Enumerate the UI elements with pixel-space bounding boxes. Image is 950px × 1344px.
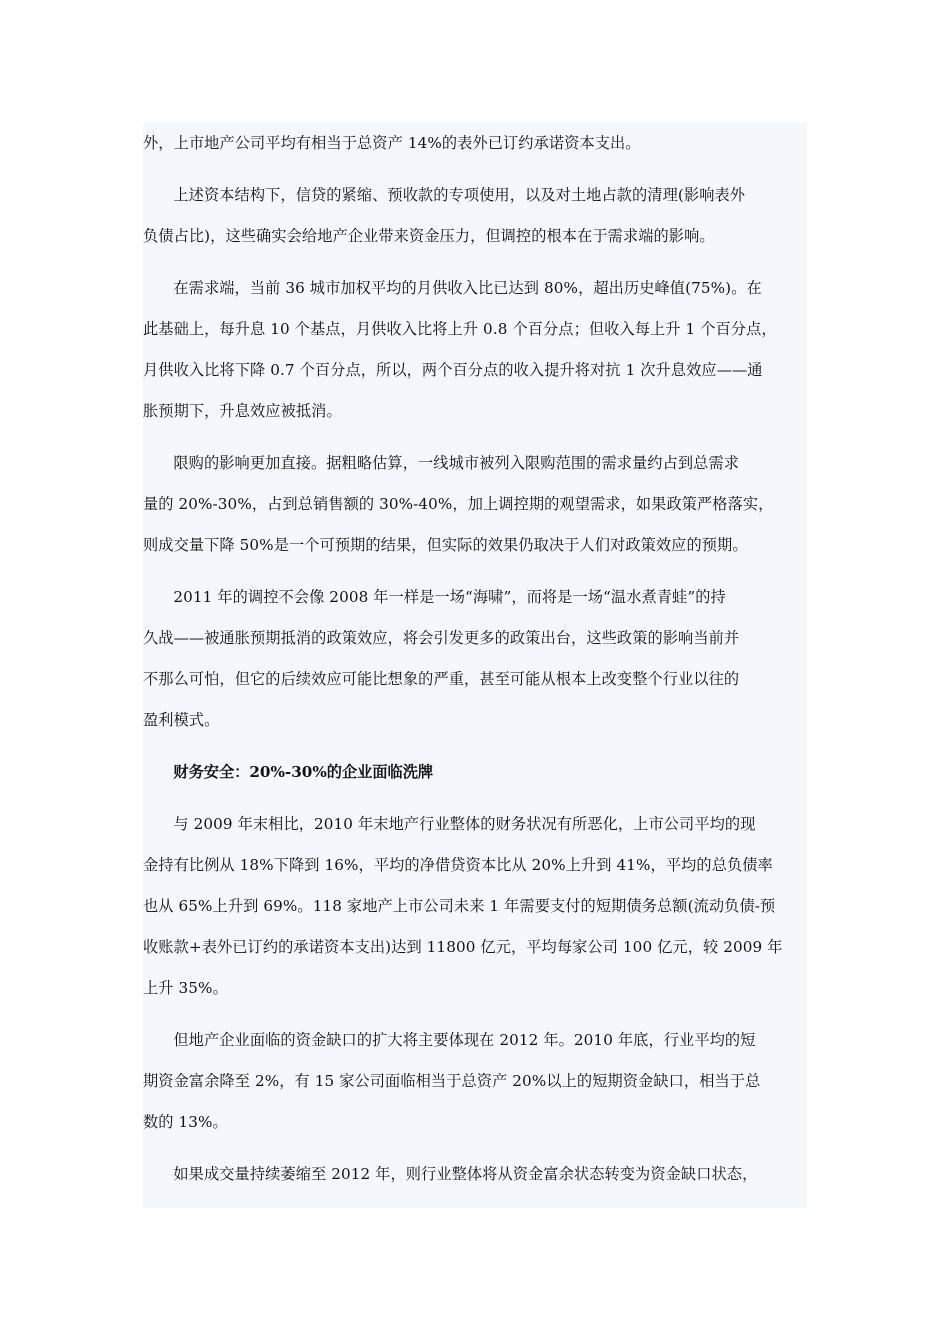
paragraph-line: 月供收入比将下降 0.7 个百分点，所以，两个百分点的收入提升将对抗 1 次升息效应——通 bbox=[143, 361, 763, 379]
paragraph-line: 上升 35%。 bbox=[143, 979, 228, 997]
paragraph-8 bbox=[143, 1154, 807, 1195]
paragraph-1 bbox=[143, 123, 807, 164]
paragraph-2 bbox=[143, 175, 807, 257]
paragraph-line: 收账款+表外已订约的承诺资本支出)达到 11800 亿元，平均每家公司 100 亿元，较 2009 年 bbox=[143, 938, 783, 956]
paragraph-line: 与 2009 年末相比，2010 年末地产行业整体的财务状况有所恶化，上市公司平均的现 bbox=[173, 815, 756, 833]
paragraph-line: 不那么可怕，但它的后续效应可能比想象的严重，甚至可能从根本上改变整个行业以往的 bbox=[143, 670, 740, 688]
document-body bbox=[143, 123, 807, 1208]
paragraph-4 bbox=[143, 443, 807, 566]
paragraph-line: 此基础上，每升息 10 个基点，月供收入比将上升 0.8 个百分点；但收入每上升 1 个百分点， bbox=[143, 320, 777, 338]
paragraph-line: 在需求端，当前 36 城市加权平均的月供收入比已达到 80%，超出历史峰值(75%)。在 bbox=[173, 279, 762, 297]
paragraph-line: 2011 年的调控不会像 2008 年一样是一场“海啸”，而将是一场“温水煮青蛙”的持 bbox=[173, 588, 726, 606]
paragraph-6 bbox=[143, 804, 807, 1009]
paragraph-line: 如果成交量持续萎缩至 2012 年，则行业整体将从资金富余状态转变为资金缺口状态， bbox=[173, 1165, 758, 1183]
paragraph-line: 也从 65%上升到 69%。118 家地产上市公司未来 1 年需要支付的短期债务总额(流动负债-预 bbox=[143, 897, 776, 915]
paragraph-3 bbox=[143, 268, 807, 432]
paragraph-line: 盈利模式。 bbox=[143, 711, 220, 729]
section-heading: 财务安全：20%-30%的企业面临洗牌 bbox=[173, 763, 434, 781]
paragraph-line: 量的 20%-30%，占到总销售额的 30%-40%，加上调控期的观望需求，如果政策严格落实， bbox=[143, 495, 774, 513]
paragraph-7 bbox=[143, 1020, 807, 1143]
paragraph-line: 但地产企业面临的资金缺口的扩大将主要体现在 2012 年。2010 年底，行业平均的短 bbox=[173, 1031, 756, 1049]
paragraph-line: 数的 13%。 bbox=[143, 1113, 228, 1131]
paragraph-line: 久战——被通胀预期抵消的政策效应，将会引发更多的政策出台，这些政策的影响当前并 bbox=[143, 629, 740, 647]
paragraph-line: 上述资本结构下，信贷的紧缩、预收款的专项使用，以及对土地占款的清理(影响表外 bbox=[173, 186, 746, 204]
paragraph-line: 胀预期下，升息效应被抵消。 bbox=[143, 402, 342, 420]
paragraph-5 bbox=[143, 577, 807, 741]
paragraph-line: 期资金富余降至 2%，有 15 家公司面临相当于总资产 20%以上的短期资金缺口，相当于总 bbox=[143, 1072, 761, 1090]
paragraph-line: 金持有比例从 18%下降到 16%，平均的净借贷资本比从 20%上升到 41%，平均的总负债率 bbox=[143, 856, 773, 874]
paragraph-line: 负债占比)，这些确实会给地产企业带来资金压力，但调控的根本在于需求端的影响。 bbox=[143, 227, 715, 245]
paragraph-line: 外，上市地产公司平均有相当于总资产 14%的表外已订约承诺资本支出。 bbox=[143, 134, 641, 152]
paragraph-line: 限购的影响更加直接。据粗略估算，一线城市被列入限购范围的需求量约占到总需求 bbox=[173, 454, 740, 472]
paragraph-line: 则成交量下降 50%是一个可预期的结果，但实际的效果仍取决于人们对政策效应的预期。 bbox=[143, 536, 748, 554]
